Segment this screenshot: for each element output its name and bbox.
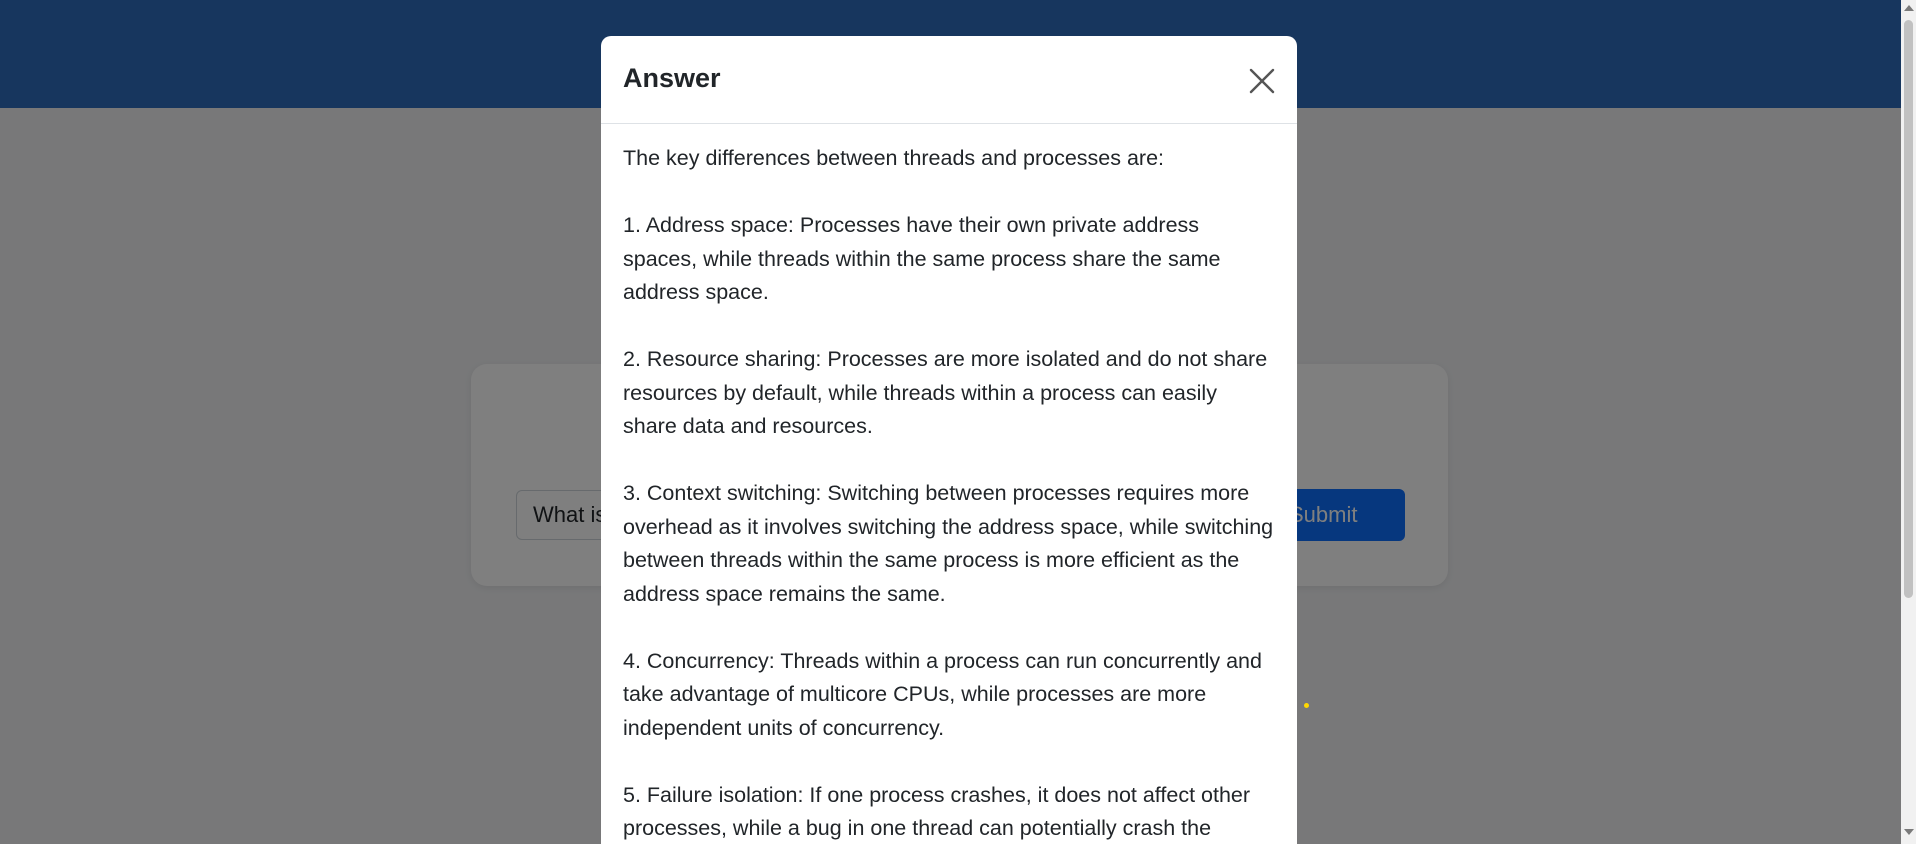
- modal-body: [601, 124, 1297, 844]
- scroll-up-arrow-icon[interactable]: [1904, 5, 1914, 11]
- modal-header: [601, 36, 1297, 124]
- modal-title: Answer: [623, 63, 721, 93]
- close-button[interactable]: [1247, 66, 1277, 96]
- answer-intro: The key differences between threads and processes are:: [623, 146, 1165, 170]
- answer-point-context-switching: 3. Context switching: Switching between processes requires more overhead as it involves switching the address space, while switching between threads within the same process is more efficient as the address space remains the same.: [623, 481, 1274, 606]
- answer-point-concurrency: 4. Concurrency: Threads within a process can run concurrently and take advantage of multicore CPUs, while processes are more independent units of concurrency.: [623, 648, 1262, 740]
- answer-point-failure-isolation: 5. Failure isolation: If one process crashes, it does not affect other processes, while a bug in one thread can potentially crash the: [623, 782, 1251, 840]
- answer-point-resource-sharing: 2. Resource sharing: Processes are more isolated and do not share resources by default, while threads within a process can easily share data and resources.: [623, 347, 1268, 438]
- cursor-marker: [1304, 703, 1309, 708]
- close-icon: [1247, 66, 1277, 96]
- scroll-down-arrow-icon[interactable]: [1904, 829, 1914, 835]
- answer-modal: [601, 36, 1297, 844]
- answer-point-address-space: 1. Address space: Processes have their own private address spaces, while threads within the same process share the same address space.: [623, 213, 1221, 304]
- page-scrollbar[interactable]: [1901, 0, 1916, 844]
- scroll-thumb[interactable]: [1904, 20, 1913, 598]
